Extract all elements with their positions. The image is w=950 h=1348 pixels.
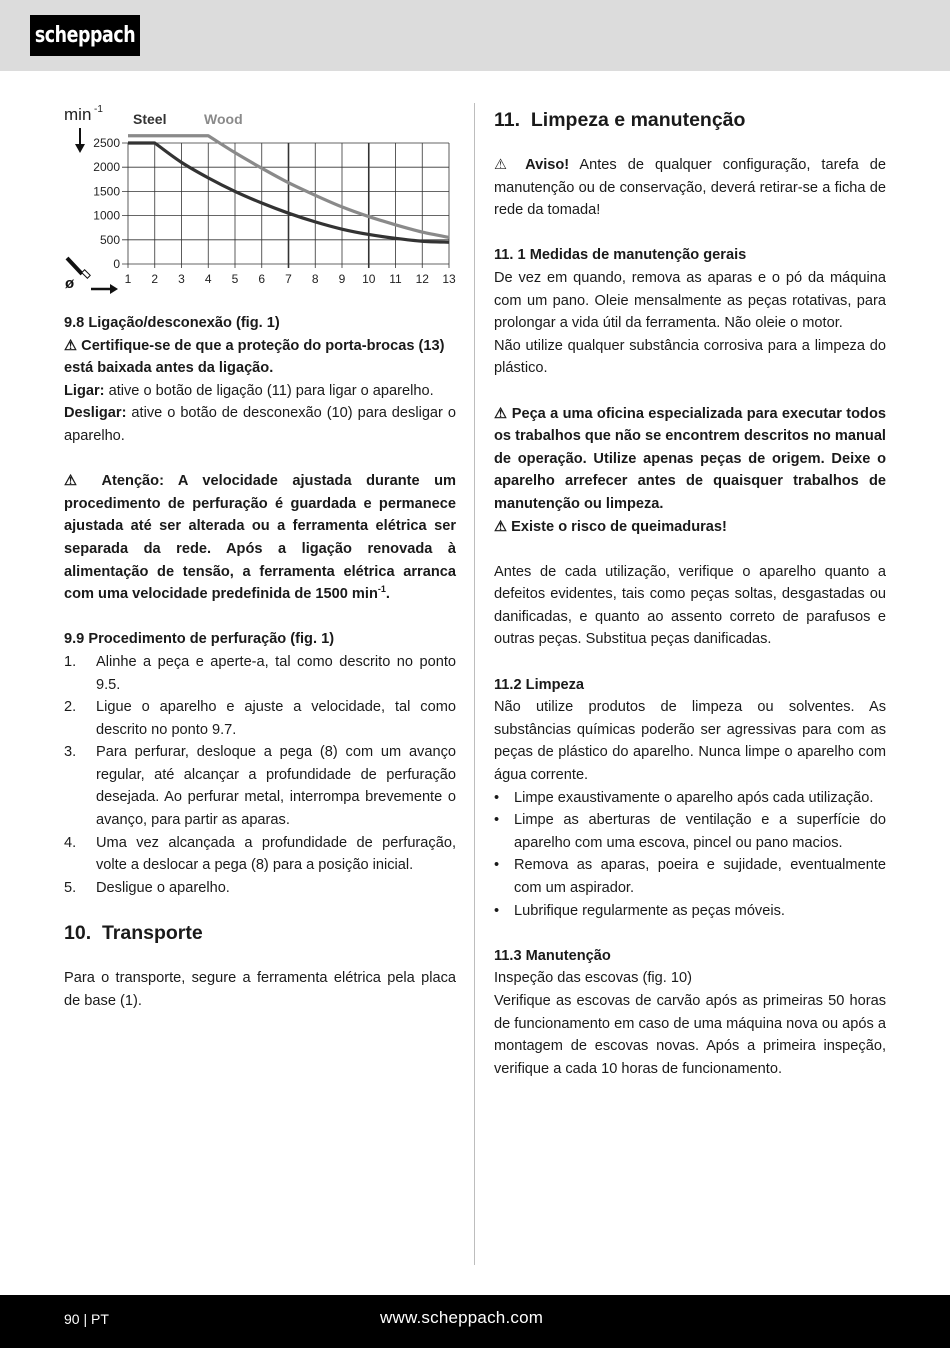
list-item (494, 854, 886, 899)
workshop-warning-text: Peça a uma oficina especializada para executar todos os trabalhos que não se encontrem descritos no manual de operação. Utilize apenas peças de origem. Deixe o aparelho arrefecer antes de quaisquer trabalhos de manutenção ou limpeza. (494, 405, 886, 512)
section-11-title: 11. Limpeza e manutenção (494, 109, 746, 131)
bullet-icon: • (494, 902, 500, 919)
x-tick-label: 2 (151, 272, 159, 286)
x-tick-label: 5 (231, 272, 239, 286)
x-tick-label: 11 (389, 272, 402, 286)
maintenance-paragraph-1: De vez em quando, remova as aparas e o pó da máquina com um pano. Oleie mensalmente as peças rotativas, para prolongar a vida útil da ferramenta. Não oleie o motor. (494, 269, 886, 332)
y-axis-label: min (64, 105, 92, 124)
ligar-text: ative o botão de ligação (11) para ligar o aparelho. (104, 382, 434, 399)
burn-warning (494, 516, 886, 539)
right-arrow-head-icon (110, 284, 118, 294)
x-tick-label: 10 (362, 272, 376, 286)
x-tick-label: 3 (178, 272, 185, 286)
legend-steel: Steel (133, 111, 167, 127)
drilling-steps (64, 651, 456, 900)
x-tick-label: 1 (124, 272, 132, 286)
attention-superscript: -1 (377, 584, 386, 595)
x-tick-label: 9 (338, 272, 346, 286)
page-number: 90 | PT (64, 1311, 109, 1327)
y-tick-label: 2000 (93, 160, 120, 175)
list-item-text: Remova as aparas, poeira e sujidade, eventualmente com um aspirador. (514, 857, 886, 896)
section-10-title: 10. Transporte (64, 922, 203, 945)
x-tick-label: 7 (285, 272, 292, 286)
warning-icon: ⚠ (64, 473, 88, 490)
step-number: 3. (64, 744, 77, 761)
warning-icon: ⚠ (494, 518, 508, 535)
maintenance-paragraph-2: Não utilize qualquer substância corrosiva para a limpeza do plástico. (494, 337, 886, 377)
step-item (64, 741, 456, 831)
aviso-text: Antes de qualquer configuração, tarefa de manutenção ou de conservação, deverá retirar-se a ficha de rede da tomada! (494, 157, 887, 219)
section-11-3-title: 11.3 Manutenção (494, 947, 611, 964)
warning-icon: ⚠ (494, 405, 508, 422)
step-text: Uma vez alcançada a profundidade de perfuração, volte a deslocar a pega (8) para a posição inicial. (96, 834, 456, 874)
warning-icon: ⚠ (494, 157, 515, 173)
speed-chart (55, 98, 465, 298)
list-item (494, 900, 886, 923)
website-link[interactable]: www.scheppach.com (380, 1308, 544, 1327)
drill-bit-shank-icon (82, 270, 90, 278)
burn-warning-text: Existe o risco de queimaduras! (511, 518, 727, 535)
page-footer (0, 1295, 950, 1348)
section-11-1-title: 11. 1 Medidas de manutenção gerais (494, 247, 747, 264)
brush-inspection-subtitle: Inspeção das escovas (fig. 10) (494, 970, 692, 987)
step-text: Desligue o aparelho. (96, 879, 230, 896)
workshop-warning (494, 403, 886, 516)
y-tick-label: 2500 (93, 136, 120, 150)
y-tick-label: 1000 (93, 208, 120, 223)
speed-chart-svg (55, 98, 465, 298)
step-item (64, 832, 456, 877)
y-tick-label: 1500 (93, 184, 120, 199)
x-tick-label: 4 (204, 272, 212, 286)
left-column (64, 312, 456, 1013)
porta-brocas-warning (64, 335, 456, 380)
y-tick-label: 500 (99, 232, 120, 247)
transport-text: Para o transporte, segure a ferramenta elétrica pela placa de base (1). (64, 970, 456, 1010)
list-item-text: Lubrifique regularmente as peças móveis. (514, 902, 785, 919)
list-item (494, 809, 886, 854)
cleaning-paragraph: Não utilize produtos de limpeza ou solventes. As substâncias químicas poderão ser agressivas para com as peças de plástico do aparelho. Nunca limpe o aparelho com água corrente. (494, 699, 886, 784)
column-divider (474, 103, 475, 1265)
cleaning-list (494, 787, 886, 923)
step-number: 2. (64, 699, 77, 716)
drill-bit-icon (67, 258, 82, 274)
x-tick-label: 13 (442, 272, 456, 286)
section-9-9-title: 9.9 Procedimento de perfuração (fig. 1) (64, 631, 335, 648)
scheppach-logo: scheppach (30, 15, 140, 56)
warning-text: Certifique-se de que a proteção do porta-brocas (13) está baixada antes da ligação. (64, 337, 445, 377)
step-item (64, 696, 456, 741)
list-item-text: Limpe exaustivamente o aparelho após cada utilização. (514, 789, 874, 806)
desligar-text: ative o botão de desconexão (10) para desligar o aparelho. (64, 405, 456, 444)
y-tick-label: 0 (113, 257, 120, 271)
legend-wood: Wood (204, 111, 243, 127)
bullet-icon: • (494, 789, 500, 806)
step-number: 1. (64, 653, 77, 670)
bullet-icon: • (494, 812, 500, 829)
brush-inspection-text: Verifique as escovas de carvão após as primeiras 50 horas de funcionamento em caso de uma máquina nova ou após a montagem de escovas novas. Após a primeira inspeção, verifique a cada 10 horas de funcionamento. (494, 992, 886, 1077)
section-11-2-title: 11.2 Limpeza (494, 676, 585, 693)
down-arrow-head-icon (75, 144, 85, 153)
diameter-symbol: ø (65, 275, 75, 292)
attention-end: . (385, 586, 390, 603)
desligar-paragraph (64, 402, 456, 447)
right-column (494, 106, 886, 1080)
list-item (494, 787, 886, 810)
list-item-text: Limpe as aberturas de ventilação e a superfície do aparelho com uma escova, pincel ou pano macios. (514, 812, 886, 851)
step-number: 4. (64, 834, 77, 851)
aviso-warning (494, 154, 886, 222)
step-text: Ligue o aparelho e ajuste a velocidade, tal como descrito no ponto 9.7. (96, 699, 456, 738)
attention-warning (64, 470, 456, 606)
step-text: Para perfurar, desloque a pega (8) com um avanço regular, até alcançar a profundidade de perfuração desejada. Ao perfurar metal, interrompa brevemente o avanço, para partir as aparas. (96, 744, 456, 829)
x-tick-label: 12 (415, 272, 429, 286)
x-tick-label: 8 (311, 272, 319, 286)
aviso-label: Aviso! (525, 157, 570, 173)
step-text: Alinhe a peça e aperte-a, tal como descrito no ponto 9.5. (96, 653, 456, 693)
step-item (64, 877, 456, 900)
warning-icon: ⚠ (64, 337, 78, 354)
section-9-8-title: 9.8 Ligação/desconexão (fig. 1) (64, 315, 280, 331)
desligar-label: Desligar: (64, 405, 127, 422)
bullet-icon: • (494, 857, 500, 874)
y-axis-label-superscript: -1 (94, 104, 103, 115)
step-item (64, 651, 456, 696)
inspection-paragraph: Antes de cada utilização, verifique o aparelho quanto a defeitos evidentes, tais como peças soltas, desgastadas ou danificadas, e quanto ao assento correto de parafusos e outras peças. Substitua peças danificadas. (494, 563, 886, 648)
step-number: 5. (64, 879, 77, 896)
x-tick-label: 6 (258, 272, 266, 286)
page-header (0, 0, 950, 71)
ligar-label: Ligar: (64, 382, 105, 399)
attention-text: Atenção: A velocidade ajustada durante um procedimento de perfuração é guardada e permanece ajustada até ser alterada ou a ferramenta elétrica ser separada da rede. Após a ligação renovada à alimentação de tensão, a ferramenta elétrica arranca com uma velocidade predefinida de 1500 min (64, 473, 456, 603)
ligar-paragraph (64, 380, 456, 403)
